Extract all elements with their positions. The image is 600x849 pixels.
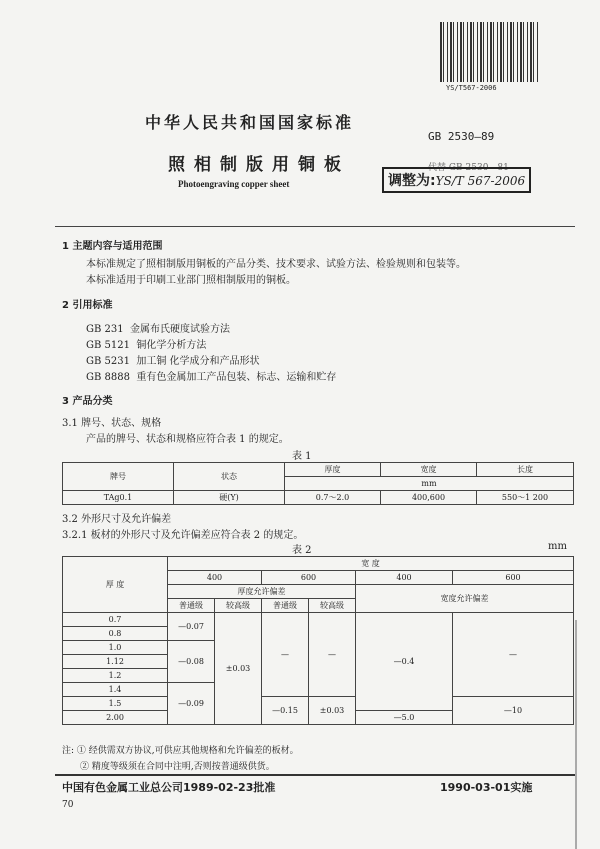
t1-cell-grade: TAg0.1	[63, 491, 174, 505]
reference-item: GB 231 金属布氏硬度试验方法	[86, 324, 230, 335]
t2-normal-grade: 普通级	[262, 599, 309, 613]
t2-tol-high-600: ±0.03	[309, 697, 356, 725]
section-2-heading: 2 引用标准	[62, 300, 113, 311]
section-3-heading: 3 产品分类	[62, 396, 113, 407]
t2-thickness: 1.2	[63, 669, 168, 683]
t1-header-grade: 牌号	[63, 463, 174, 491]
t1-header-state: 状态	[174, 463, 285, 491]
t2-thickness: 0.7	[63, 613, 168, 627]
national-standard-heading: 中华人民共和国国家标准	[145, 113, 355, 132]
section-1-paragraph-1: 本标准规定了照相制版用铜板的产品分类、技术要求、试验方法、检验规则和包装等。	[86, 259, 466, 270]
t2-width-600: 600	[262, 571, 356, 585]
t2-header-width-tolerance: 宽度允许偏差	[356, 585, 574, 613]
table-1	[62, 462, 574, 505]
t1-cell-width: 400,600	[381, 491, 477, 505]
t2-header-thickness-tolerance: 厚度允许偏差	[168, 585, 356, 599]
t2-high-grade: 较高级	[309, 599, 356, 613]
t2-tol-normal-400: —0.07	[168, 613, 215, 641]
t2-thickness: 1.0	[63, 641, 168, 655]
section-1-heading: 1 主题内容与适用范围	[62, 241, 163, 252]
replaces-note: 代替 GB 2530—81	[428, 163, 509, 173]
effective-date: 1990-03-01实施	[440, 781, 533, 794]
t2-width-600-b: 600	[453, 571, 574, 585]
page-number: 70	[62, 800, 74, 810]
adjustment-stamp	[382, 167, 531, 193]
table-2-caption: 表 2	[292, 545, 312, 556]
scan-edge	[575, 620, 577, 849]
approval-line: 中国有色金属工业总公司1989-02-23批准	[62, 781, 276, 794]
t1-cell-length: 550～1 200	[477, 491, 574, 505]
t1-unit: mm	[285, 477, 574, 491]
subsection-3-1-text: 产品的牌号、状态和规格应符合表 1 的规定。	[86, 434, 289, 445]
t2-high-grade: 较高级	[215, 599, 262, 613]
t2-width-tol-600: —	[453, 613, 574, 697]
header-divider	[55, 226, 575, 227]
stamp-code: YS/T 567-2006	[435, 174, 526, 188]
table-2-unit: mm	[548, 541, 567, 552]
t1-cell-thickness: 0.7～2.0	[285, 491, 381, 505]
reference-item: GB 5121 铜化学分析方法	[86, 340, 207, 351]
reference-item: GB 5231 加工铜 化学成分和产品形状	[86, 356, 260, 367]
t2-width-tol-600: —10	[453, 697, 574, 725]
reference-item: GB 8888 重有色金属加工产品包装、标志、运输和贮存	[86, 372, 337, 383]
t1-header-width: 宽度	[381, 463, 477, 477]
t2-width-400-b: 400	[356, 571, 453, 585]
t2-tol-normal-400: —0.09	[168, 683, 215, 725]
t2-width-tol-400: —0.4	[356, 613, 453, 711]
t2-tol-normal-400: —0.08	[168, 641, 215, 683]
subsection-3-2-1: 3.2.1 板材的外形尺寸及允许偏差应符合表 2 的规定。	[62, 530, 304, 541]
t1-cell-state: 硬(Y)	[174, 491, 285, 505]
barcode	[440, 22, 540, 82]
t2-normal-grade: 普通级	[168, 599, 215, 613]
gb-number: GB 2530—89	[428, 130, 495, 143]
section-1-paragraph-2: 本标准适用于印刷工业部门照相制版用的铜板。	[86, 275, 296, 286]
subsection-3-1: 3.1 牌号、状态、规格	[62, 418, 162, 429]
t2-thickness: 0.8	[63, 627, 168, 641]
table-2	[62, 556, 574, 725]
barcode-text: YS/T567-2006	[446, 84, 497, 92]
english-title: Photoengraving copper sheet	[178, 179, 290, 189]
document-title: 照相制版用铜板	[168, 155, 350, 175]
t1-header-length: 长度	[477, 463, 574, 477]
t2-thickness: 2.00	[63, 711, 168, 725]
t2-tol-normal-600: —0.15	[262, 697, 309, 725]
footer-divider	[55, 774, 575, 776]
t2-tol-high-600: —	[309, 613, 356, 697]
note-2: ② 精度等级须在合同中注明,否则按普通级供货。	[80, 762, 275, 772]
note-1: 注: ① 经供需双方协议,可供应其他规格和允许偏差的板材。	[62, 746, 299, 756]
t2-header-thickness: 厚 度	[63, 557, 168, 613]
t2-thickness: 1.4	[63, 683, 168, 697]
table-1-caption: 表 1	[292, 451, 312, 462]
t2-width-400: 400	[168, 571, 262, 585]
t2-tol-high-400: ±0.03	[215, 613, 262, 725]
stamp-label: 调整为:	[388, 173, 436, 189]
t2-thickness: 1.12	[63, 655, 168, 669]
t2-tol-normal-600: —	[262, 613, 309, 697]
t2-width-tol-400: —5.0	[356, 711, 453, 725]
subsection-3-2: 3.2 外形尺寸及允许偏差	[62, 514, 172, 525]
t2-thickness: 1.5	[63, 697, 168, 711]
t2-header-width: 宽 度	[168, 557, 574, 571]
t1-header-thickness: 厚度	[285, 463, 381, 477]
